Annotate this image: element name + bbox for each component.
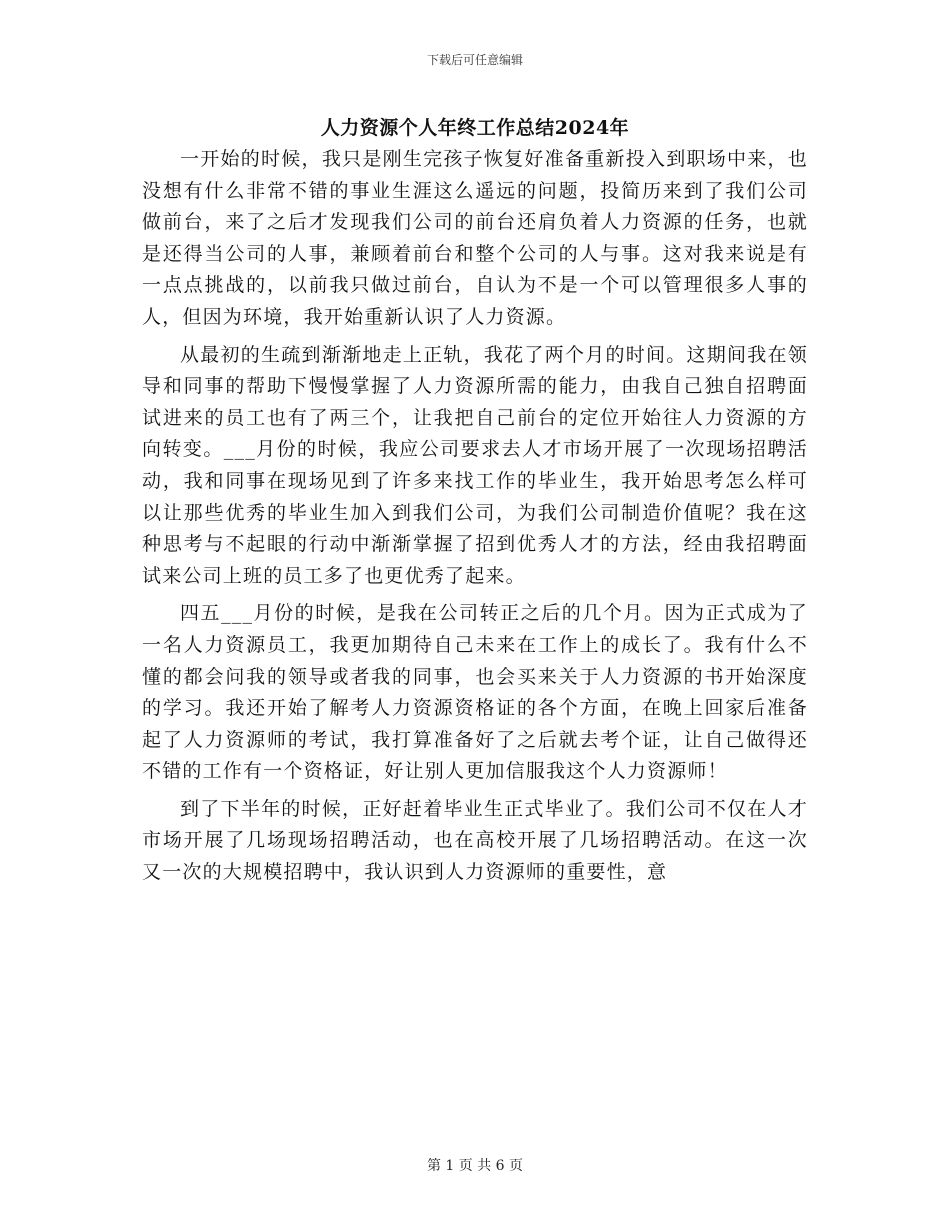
document-title: 人力资源个人年终工作总结2024年 <box>320 117 630 139</box>
body-paragraph-4: 到了下半年的时候，正好赶着毕业生正式毕业了。我们公司不仅在人才市场开展了几场现场招聘活动，也在高校开展了几场招聘活动。在这一次又一次的大规模招聘中，我认识到人力资源师的重要性，意 <box>142 797 808 884</box>
body-paragraph-2: 从最初的生疏到渐渐地走上正轨，我花了两个月的时间。这期间我在领导和同事的帮助下慢慢掌握了人力资源所需的能力，由我自己独自招聘面试进来的员工也有了两三个，让我把自己前台的定位开始往人力资源的方向转变。___月份的时候，我应公司要求去人才市场开展了一次现场招聘活动，我和同事在现场见到了许多来找工作的毕业生，我开始思考怎么样可以让那些优秀的毕业生加入到我们公司，为我们公司制造价值呢？我在这种思考与不起眼的行动中渐渐掌握了招到优秀人才的方法，经由我招聘面试来公司上班的员工多了也更优秀了起来。 <box>142 343 808 587</box>
document-body <box>142 144 808 889</box>
page-header-note: 下载后可任意编辑 <box>426 53 523 67</box>
body-paragraph-3: 四五___月份的时候，是我在公司转正之后的几个月。因为正式成为了一名人力资源员工，我更加期待自己未来在工作上的成长了。我有什么不懂的都会问我的领导或者我的同事，也会买来关于人力资源的书开始深度的学习。我还开始了解考人力资源资格证的各个方面，在晚上回家后准备起了人力资源师的考试，我打算准备好了之后就去考个证，让自己做得还不错的工作有一个资格证，好让别人更加信服我这个人力资源师！ <box>142 602 808 783</box>
page-number-footer: 第 1 页 共 6 页 <box>426 1158 524 1174</box>
body-paragraph-1: 一开始的时候，我只是刚生完孩子恢复好准备重新投入到职场中来，也没想有什么非常不错的事业生涯这么遥远的问题，投简历来到了我们公司做前台，来了之后才发现我们公司的前台还肩负着人力资源的任务，也就是还得当公司的人事，兼顾着前台和整个公司的人与事。这对我来说是有一点点挑战的，以前我只做过前台，自认为不是一个可以管理很多人事的人，但因为环境，我开始重新认识了人力资源。 <box>142 148 808 328</box>
